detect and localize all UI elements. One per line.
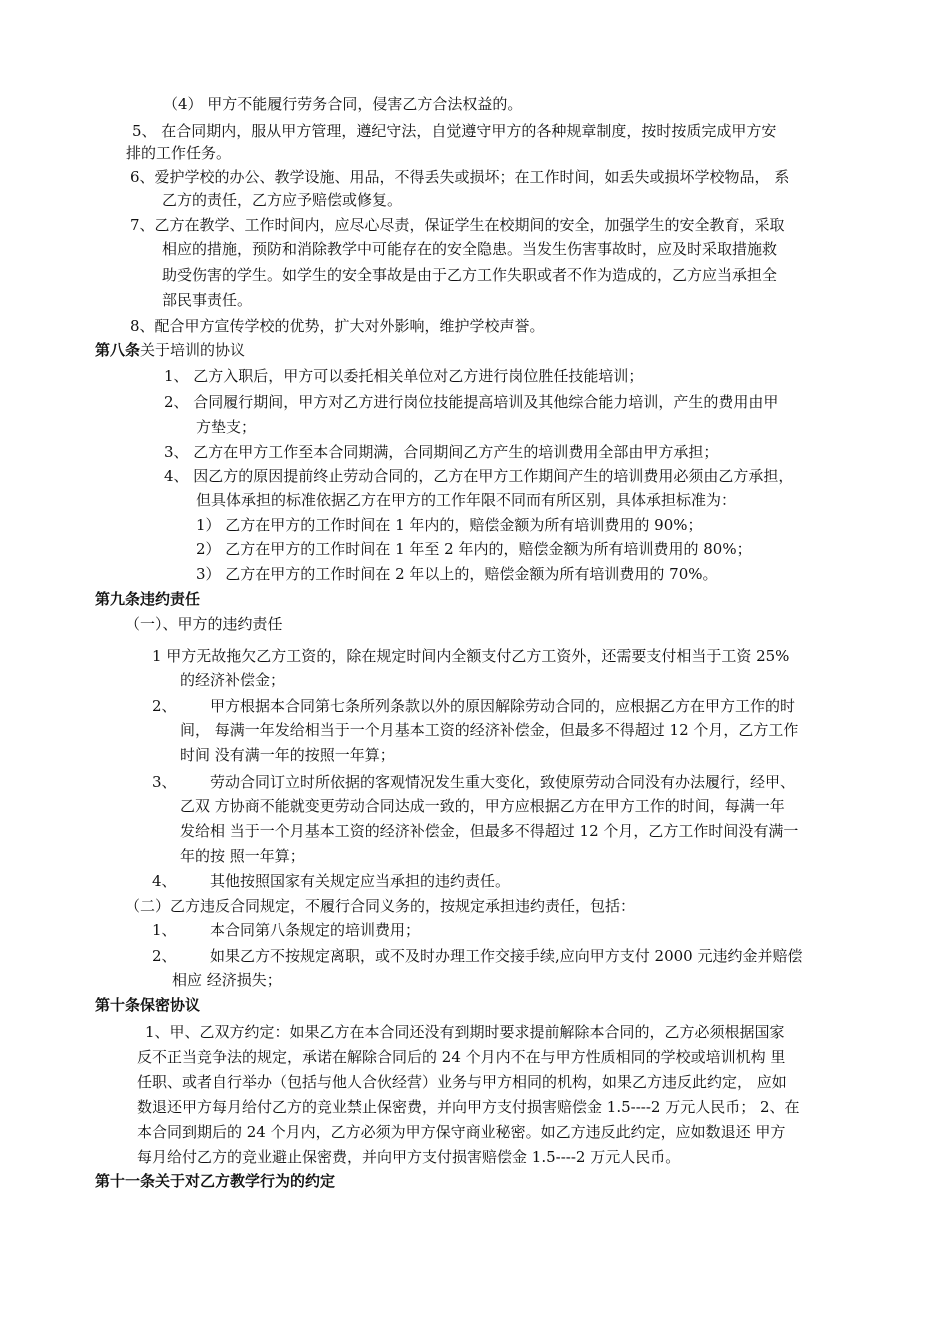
text-line: 乙方的责任，乙方应予赔偿或修复。	[162, 191, 403, 209]
text-line: 乙双 方协商不能就变更劳动合同达成一致的，甲方应根据乙方在甲方工作的时间，每满一年	[180, 797, 785, 815]
item-number: 2、	[152, 947, 177, 965]
text-line: 7、乙方在教学、工作时间内，应尽心尽责，保证学生在校期间的安全，加强学生的安全教育，采取	[130, 216, 785, 234]
text-line: 相应的措施，预防和消除教学中可能存在的安全隐患。当发生伤害事故时，应及时采取措施救	[162, 240, 778, 258]
text-line: 时间 没有满一年的按照一年算；	[180, 746, 395, 764]
text-line: 反不正当竞争法的规定，承诺在解除合同后的 24 个月内不在与甲方性质相同的学校或培训机构 里	[137, 1048, 786, 1066]
text-line: 6、爱护学校的办公、教学设施、用品，不得丢失或损坏；在工作时间，如丢失或损坏学校物品， 系	[130, 168, 790, 186]
section-heading	[95, 340, 245, 360]
text-line: 发给相 当于一个月基本工资的经济补偿金，但最多不得超过 12 个月，乙方工作时间没有满一	[180, 822, 799, 840]
section-heading: 第九条违约责任	[95, 590, 201, 608]
item-number: 1、	[152, 921, 177, 939]
text-line: 1、甲、乙双方约定：如果乙方在本合同还没有到期时要求提前解除本合同的，乙方必须根据国家	[145, 1023, 785, 1041]
item-number: 4、	[152, 872, 177, 890]
section-title: 关于培训的协议	[140, 341, 246, 359]
text-line: 其他按照国家有关规定应当承担的违约责任。	[210, 872, 511, 890]
text-line: 4、 因乙方的原因提前终止劳动合同的，乙方在甲方工作期间产生的培训费用必须由乙方承担，	[164, 467, 794, 485]
text-line: 3、 乙方在甲方工作至本合同期满，合同期间乙方产生的培训费用全部由甲方承担；	[164, 443, 719, 461]
text-line: 任职、或者自行举办（包括与他人合伙经营）业务与甲方相同的机构，如果乙方违反此约定， 应如	[137, 1073, 787, 1091]
text-line: （4） 甲方不能履行劳务合同，侵害乙方合法权益的。	[163, 95, 523, 113]
section-heading: 第十条保密协议	[95, 996, 201, 1014]
item-number: 3、	[152, 773, 177, 791]
text-line: 数退还甲方每月给付乙方的竞业禁止保密费，并向甲方支付损害赔偿金 1.5----2 万元人民币； 2、在	[137, 1098, 800, 1116]
text-line: 间， 每满一年发给相当于一个月基本工资的经济补偿金，但最多不得超过 12 个月，乙方工作	[180, 721, 799, 739]
text-line: 如果乙方不按规定离职，或不及时办理工作交接手续,应向甲方支付 2000 元违约金并赔偿	[210, 947, 803, 965]
text-line: 排的工作任务。	[126, 144, 232, 162]
text-line: 3） 乙方在甲方的工作时间在 2 年以上的，赔偿金额为所有培训费用的 70%。	[196, 565, 718, 583]
text-line: 甲方根据本合同第七条所列条款以外的原因解除劳动合同的，应根据乙方在甲方工作的时	[210, 697, 796, 715]
text-line: 年的按 照一年算；	[180, 847, 305, 865]
text-line: 部民事责任。	[162, 291, 253, 309]
text-line: 方垫支；	[196, 418, 257, 436]
text-line: 本合同到期后的 24 个月内，乙方必须为甲方保守商业秘密。如乙方违反此约定，应如数退还 甲方	[137, 1123, 786, 1141]
text-line: 1） 乙方在甲方的工作时间在 1 年内的，赔偿金额为所有培训费用的 90%；	[196, 516, 703, 534]
text-line: 相应 经济损失；	[172, 971, 282, 989]
text-line: 2、 合同履行期间，甲方对乙方进行岗位技能提高培训及其他综合能力培训，产生的费用由甲	[164, 393, 779, 411]
text-line: 5、 在合同期内，服从甲方管理，遵纪守法，自觉遵守甲方的各种规章制度，按时按质完成甲方安	[132, 122, 777, 140]
text-line: 1、 乙方入职后，甲方可以委托相关单位对乙方进行岗位胜任技能培训；	[164, 367, 644, 385]
text-line: （二）乙方违反合同规定，不履行合同义务的，按规定承担违约责任，包括：	[125, 897, 636, 915]
item-number: 2、	[152, 697, 177, 715]
text-line: 8、配合甲方宣传学校的优势，扩大对外影响，维护学校声誉。	[130, 317, 545, 335]
text-line: 2） 乙方在甲方的工作时间在 1 年至 2 年内的，赔偿金额为所有培训费用的 80%；	[196, 540, 752, 558]
text-line: （一）、甲方的违约责任	[125, 615, 283, 633]
text-line: 1 甲方无故拖欠乙方工资的，除在规定时间内全额支付乙方工资外，还需要支付相当于工资 25%	[152, 647, 790, 665]
text-line: 本合同第八条规定的培训费用；	[210, 921, 421, 939]
text-line: 但具体承担的标准依据乙方在甲方的工作年限不同而有所区别，具体承担标准为：	[196, 491, 737, 509]
section-heading: 第十一条关于对乙方教学行为的约定	[95, 1172, 336, 1190]
text-line: 劳动合同订立时所依据的客观情况发生重大变化，致使原劳动合同没有办法履行，经甲、	[210, 773, 796, 791]
text-line: 的经济补偿金；	[180, 671, 286, 689]
text-line: 每月给付乙方的竞业避止保密费，并向甲方支付损害赔偿金 1.5----2 万元人民币。	[137, 1148, 681, 1166]
text-line: 助受伤害的学生。如学生的安全事故是由于乙方工作失职或者不作为造成的，乙方应当承担全	[162, 266, 778, 284]
section-number: 第八条	[95, 341, 141, 359]
